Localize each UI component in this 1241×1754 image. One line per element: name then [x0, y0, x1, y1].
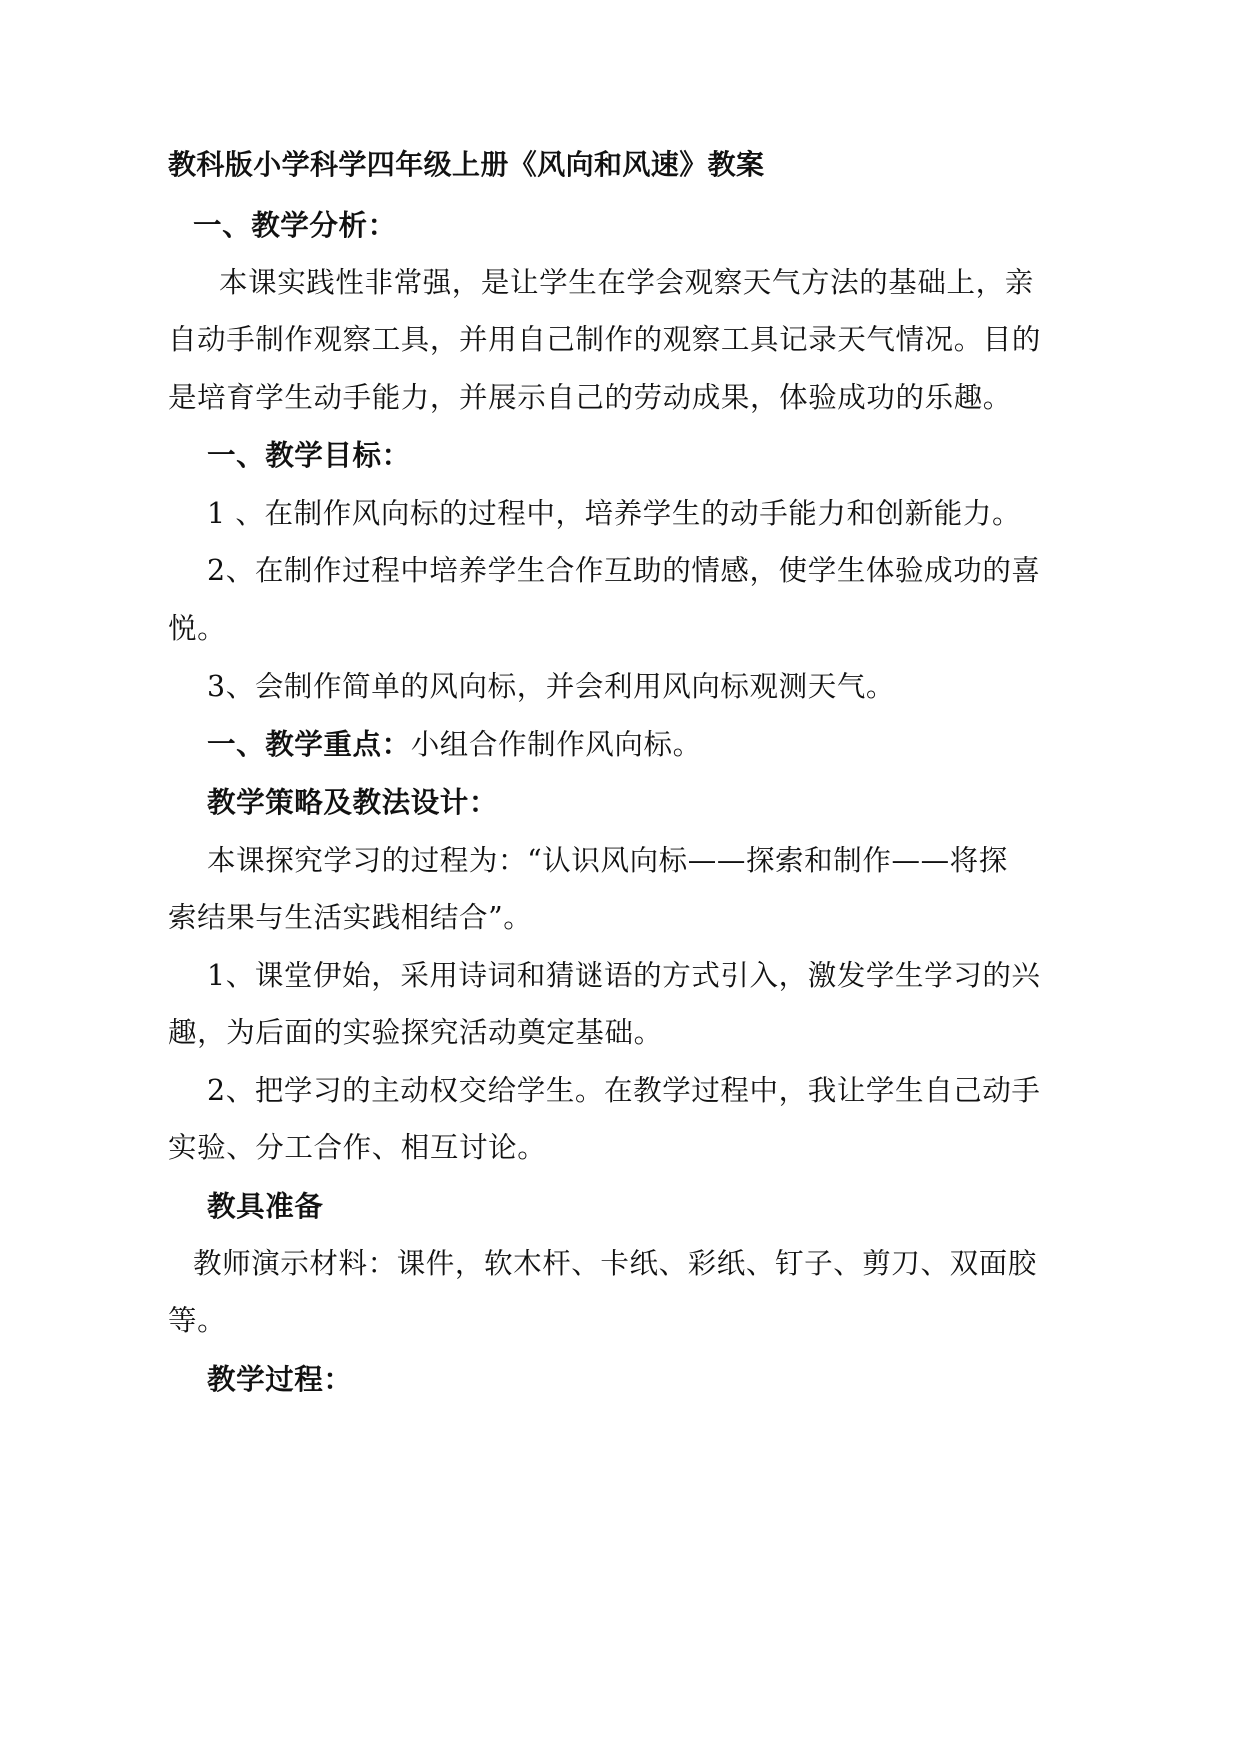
- strategy-line-2: 索结果与生活实践相结合”。: [168, 901, 533, 934]
- strategy-line-1: 本课探究学习的过程为：“认识风向标——探索和制作——将探: [207, 844, 1008, 877]
- strategy-line-5: 2、把学习的主动权交给学生。在教学过程中，我让学生自己动手: [207, 1074, 1041, 1107]
- focus-line: [207, 725, 702, 765]
- analysis-line-2: 自动手制作观察工具，并用自己制作的观察工具记录天气情况。目的: [168, 323, 1042, 356]
- analysis-line-1: 本课实践性非常强，是让学生在学会观察天气方法的基础上，亲: [219, 266, 1034, 299]
- goal-line-2: 2、在制作过程中培养学生合作互助的情感，使学生体验成功的喜: [207, 554, 1041, 587]
- tools-line-2: 等。: [168, 1304, 227, 1337]
- process-heading: 教学过程：: [207, 1363, 353, 1396]
- strategy-heading: 教学策略及教法设计：: [207, 786, 499, 819]
- goal-line-1: 1 、在制作风向标的过程中，培养学生的动手能力和创新能力。: [207, 497, 1022, 530]
- goal-line-4: 3、会制作简单的风向标，并会利用风向标观测天气。: [207, 670, 896, 703]
- strategy-line-4: 趣，为后面的实验探究活动奠定基础。: [168, 1016, 663, 1049]
- strategy-line-3: 1、课堂伊始，采用诗词和猜谜语的方式引入，激发学生学习的兴: [207, 959, 1041, 992]
- focus-heading: 一、教学重点：: [207, 728, 411, 761]
- analysis-line-3: 是培育学生动手能力，并展示自己的劳动成果，体验成功的乐趣。: [168, 381, 1012, 414]
- goals-heading: 一、教学目标：: [207, 439, 411, 472]
- document-title: 教科版小学科学四年级上册《风向和风速》教案: [168, 148, 765, 181]
- analysis-heading: 一、教学分析：: [193, 209, 397, 242]
- focus-text: 小组合作制作风向标。: [410, 728, 702, 761]
- tools-line-1: 教师演示材料：课件，软木杆、卡纸、彩纸、钉子、剪刀、双面胶: [193, 1247, 1037, 1280]
- tools-heading: 教具准备: [207, 1190, 324, 1223]
- goal-line-3: 悦。: [168, 612, 227, 645]
- strategy-line-6: 实验、分工合作、相互讨论。: [168, 1131, 547, 1164]
